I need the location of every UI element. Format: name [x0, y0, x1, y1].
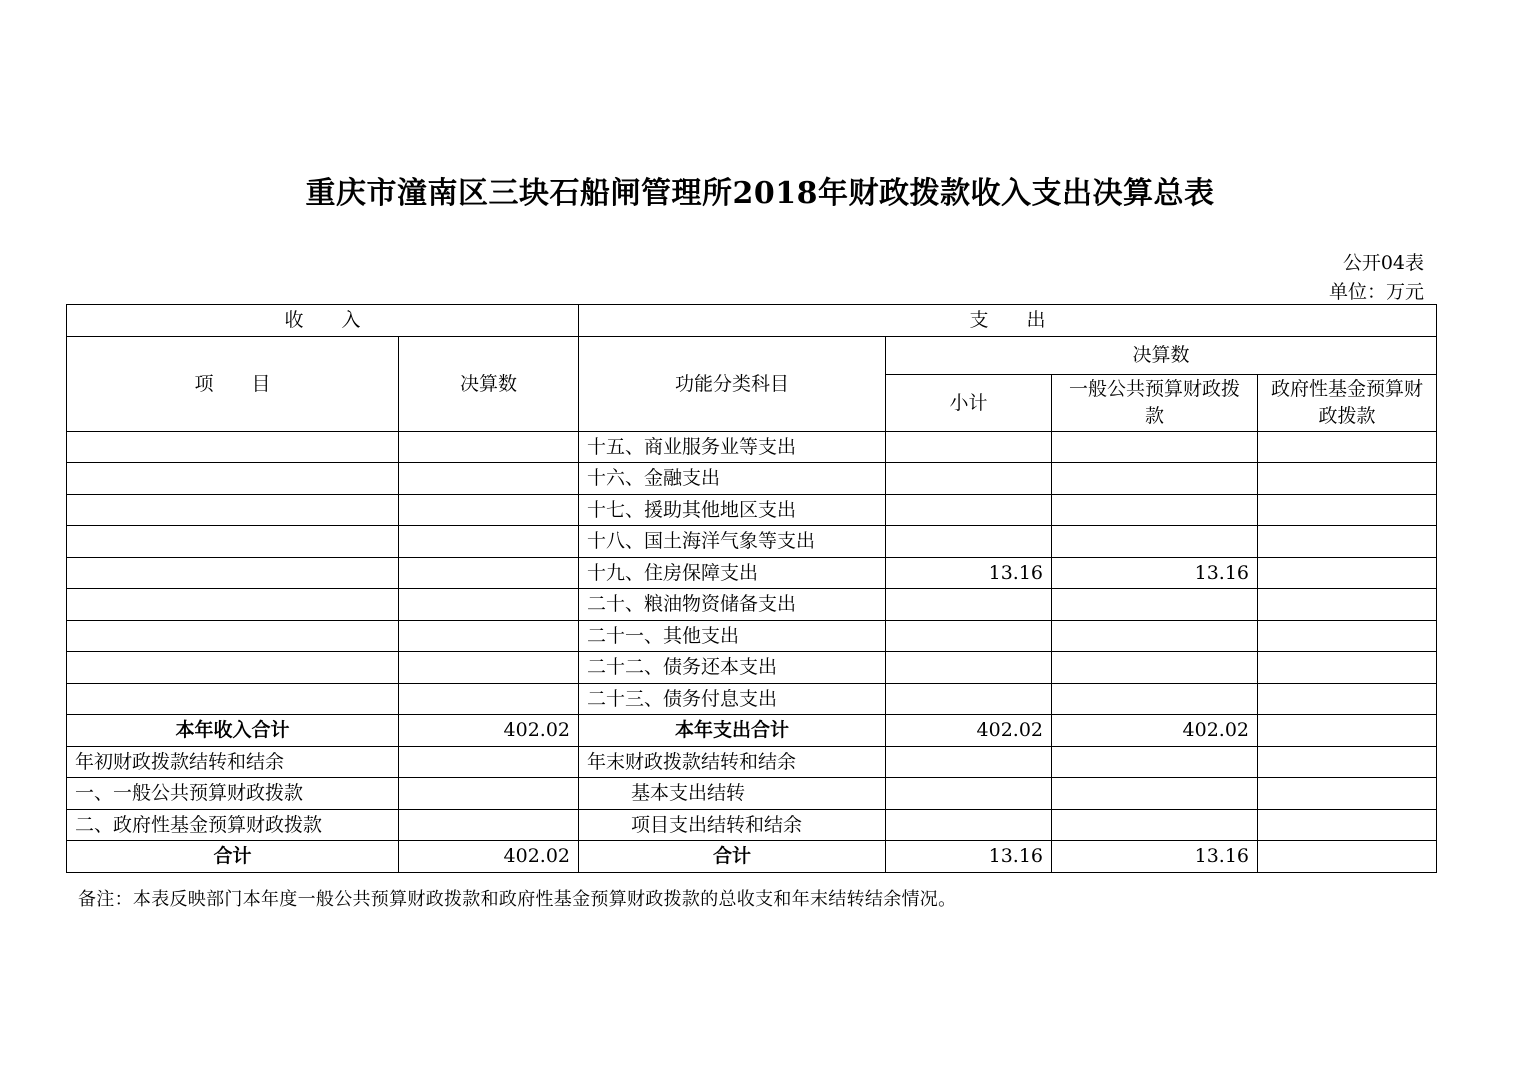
income-value-cell: [399, 463, 579, 495]
expense-fund-cell: [1258, 463, 1437, 495]
expense-general-cell: [1052, 652, 1258, 684]
expense-general-cell: [1052, 589, 1258, 621]
expense-general-cell: 13.16: [1052, 557, 1258, 589]
expense-subtotal-cell: [886, 589, 1052, 621]
income-value-cell: [399, 652, 579, 684]
carry-fund: [1258, 809, 1437, 841]
table-row: [67, 494, 1437, 526]
expense-fund-cell: [1258, 494, 1437, 526]
function-category-column-header: 功能分类科目: [579, 336, 886, 431]
subtotal-column-header: 小计: [886, 374, 1052, 431]
expense-fund-cell: [1258, 652, 1437, 684]
expense-category-cell: 十八、国土海洋气象等支出: [579, 526, 886, 558]
expense-general-cell: [1052, 494, 1258, 526]
annual-expense-total-label: 本年支出合计: [579, 715, 886, 747]
carry-row: [67, 809, 1437, 841]
expense-subtotal-cell: [886, 463, 1052, 495]
table-row: [67, 683, 1437, 715]
expense-category-cell: 十七、援助其他地区支出: [579, 494, 886, 526]
table-row: [67, 652, 1437, 684]
expense-category-cell: 二十、粮油物资储备支出: [579, 589, 886, 621]
column-header-row: [67, 336, 1437, 374]
expense-subtotal-cell: [886, 652, 1052, 684]
income-item-cell: [67, 557, 399, 589]
carry-general: [1052, 809, 1258, 841]
table-row: [67, 463, 1437, 495]
carry-income-label: 一、一般公共预算财政拨款: [67, 778, 399, 810]
carry-general: [1052, 778, 1258, 810]
income-item-cell: [67, 431, 399, 463]
gov-fund-column-header: 政府性基金预算财政拨款: [1258, 374, 1437, 431]
income-value-cell: [399, 557, 579, 589]
income-value-cell: [399, 589, 579, 621]
income-value-cell: [399, 431, 579, 463]
income-value-cell: [399, 620, 579, 652]
annual-expense-general: 402.02: [1052, 715, 1258, 747]
final-amount-group-header: 决算数: [886, 336, 1437, 374]
grand-expense-subtotal: 13.16: [886, 841, 1052, 873]
expense-category-cell: 二十三、债务付息支出: [579, 683, 886, 715]
expense-subtotal-cell: [886, 620, 1052, 652]
expense-fund-cell: [1258, 589, 1437, 621]
expense-category-cell: 十六、金融支出: [579, 463, 886, 495]
table-row: [67, 589, 1437, 621]
carry-row: [67, 778, 1437, 810]
section-header-row: [67, 305, 1437, 337]
annual-expense-subtotal: 402.02: [886, 715, 1052, 747]
carry-fund: [1258, 746, 1437, 778]
expense-general-cell: [1052, 431, 1258, 463]
income-item-cell: [67, 620, 399, 652]
income-item-cell: [67, 494, 399, 526]
page-title: 重庆市潼南区三块石船闸管理所2018年财政拨款收入支出决算总表: [305, 176, 1215, 211]
expense-category-cell: 二十一、其他支出: [579, 620, 886, 652]
expense-general-cell: [1052, 683, 1258, 715]
carry-income-value: [399, 778, 579, 810]
item-column-header: 项 目: [67, 336, 399, 431]
carry-expense-label: 年末财政拨款结转和结余: [579, 746, 886, 778]
expense-section-header: 支 出: [579, 305, 1437, 337]
expense-fund-cell: [1258, 620, 1437, 652]
carry-subtotal: [886, 778, 1052, 810]
expense-fund-cell: [1258, 526, 1437, 558]
annual-expense-fund: [1258, 715, 1437, 747]
expense-subtotal-cell: [886, 494, 1052, 526]
table-code: 公开04表: [1342, 252, 1424, 274]
carry-general: [1052, 746, 1258, 778]
expense-subtotal-cell: [886, 683, 1052, 715]
footnote: 备注：本表反映部门本年度一般公共预算财政拨款和政府性基金预算财政拨款的总收支和年末结转结余情况。: [78, 889, 957, 910]
carry-row: [67, 746, 1437, 778]
income-value-cell: [399, 683, 579, 715]
carry-income-label: 二、政府性基金预算财政拨款: [67, 809, 399, 841]
income-item-cell: [67, 463, 399, 495]
expense-fund-cell: [1258, 431, 1437, 463]
expense-subtotal-cell: [886, 431, 1052, 463]
income-item-cell: [67, 526, 399, 558]
expense-subtotal-cell: 13.16: [886, 557, 1052, 589]
expense-category-cell: 十九、住房保障支出: [579, 557, 886, 589]
annual-total-row: [67, 715, 1437, 747]
carry-subtotal: [886, 746, 1052, 778]
grand-expense-general: 13.16: [1052, 841, 1258, 873]
carry-income-value: [399, 809, 579, 841]
expense-category-cell: 十五、商业服务业等支出: [579, 431, 886, 463]
income-item-cell: [67, 589, 399, 621]
expense-subtotal-cell: [886, 526, 1052, 558]
expense-fund-cell: [1258, 683, 1437, 715]
annual-income-total-label: 本年收入合计: [67, 715, 399, 747]
grand-expense-total-label: 合计: [579, 841, 886, 873]
table-row: [67, 620, 1437, 652]
carry-income-label: 年初财政拨款结转和结余: [67, 746, 399, 778]
expense-general-cell: [1052, 463, 1258, 495]
unit-label: 单位：万元: [1328, 281, 1424, 303]
income-section-header: 收 入: [67, 305, 579, 337]
expense-general-cell: [1052, 620, 1258, 652]
grand-income-total-value: 402.02: [399, 841, 579, 873]
table-row: [67, 557, 1437, 589]
carry-expense-label: 项目支出结转和结余: [579, 809, 886, 841]
income-value-cell: [399, 526, 579, 558]
expense-category-cell: 二十二、债务还本支出: [579, 652, 886, 684]
table-row: [67, 431, 1437, 463]
income-item-cell: [67, 683, 399, 715]
carry-subtotal: [886, 809, 1052, 841]
grand-total-row: [67, 841, 1437, 873]
carry-fund: [1258, 778, 1437, 810]
carry-income-value: [399, 746, 579, 778]
finance-summary-table: [66, 304, 1437, 873]
expense-fund-cell: [1258, 557, 1437, 589]
annual-income-total-value: 402.02: [399, 715, 579, 747]
table-row: [67, 526, 1437, 558]
grand-expense-fund: [1258, 841, 1437, 873]
general-budget-column-header: 一般公共预算财政拨款: [1052, 374, 1258, 431]
income-item-cell: [67, 652, 399, 684]
income-amount-column-header: 决算数: [399, 336, 579, 431]
income-value-cell: [399, 494, 579, 526]
carry-expense-label: 基本支出结转: [579, 778, 886, 810]
expense-general-cell: [1052, 526, 1258, 558]
grand-income-total-label: 合计: [67, 841, 399, 873]
